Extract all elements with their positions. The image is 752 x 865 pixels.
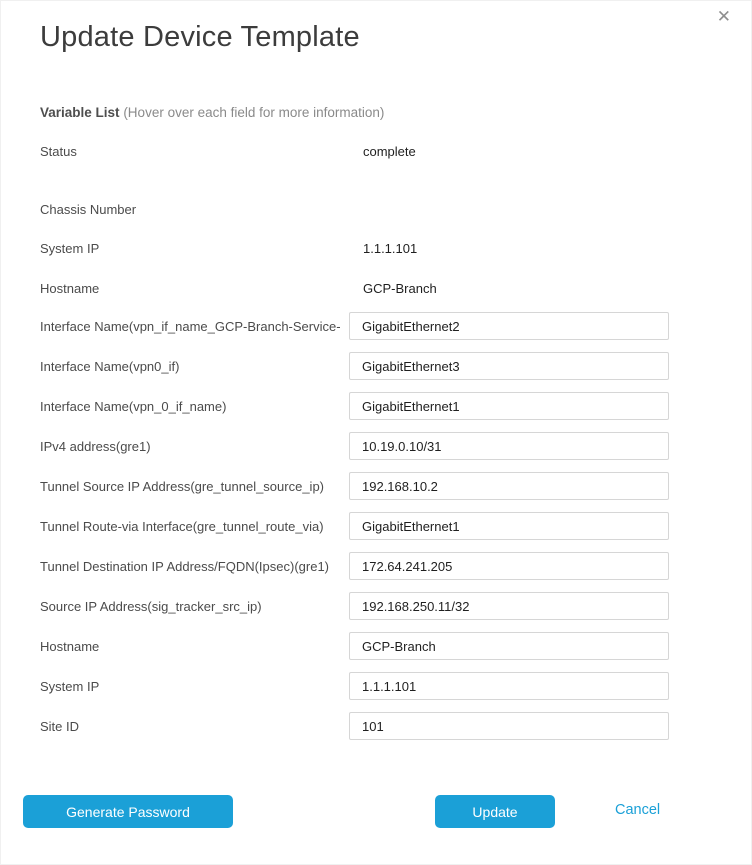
tunnel-destination-ip-input[interactable]	[349, 552, 669, 580]
row-status	[40, 142, 751, 160]
update-button[interactable]: Update	[435, 795, 555, 828]
field-label: Hostname	[40, 280, 100, 296]
input-rows	[1, 312, 751, 740]
row-tunnel-source-ip	[40, 472, 751, 500]
system-ip-input[interactable]	[349, 672, 669, 700]
variable-list-title: Variable List	[40, 105, 120, 120]
field-label: System IP	[40, 678, 100, 694]
variable-list-header	[40, 105, 751, 120]
row-tunnel-destination-ip	[40, 552, 751, 580]
field-label: Hostname	[40, 638, 100, 654]
row-tunnel-route-via	[40, 512, 751, 540]
field-label: Tunnel Destination IP Address/FQDN(Ipsec)(gre1)	[40, 558, 330, 574]
variable-list-hint: (Hover over each field for more information)	[123, 105, 385, 120]
field-label: Tunnel Source IP Address(gre_tunnel_source_ip)	[40, 478, 325, 494]
row-system-ip-input	[40, 672, 751, 700]
hostname-input[interactable]	[349, 632, 669, 660]
ipv4-address-gre1-input[interactable]	[349, 432, 669, 460]
field-value: complete	[363, 143, 416, 159]
field-value: GCP-Branch	[363, 280, 437, 296]
row-interface-name-service	[40, 312, 751, 340]
field-label: IPv4 address(gre1)	[40, 438, 151, 454]
field-value: 1.1.1.101	[363, 240, 418, 256]
row-system-ip	[40, 239, 751, 257]
generate-password-button[interactable]: Generate Password	[23, 795, 233, 828]
tunnel-source-ip-input[interactable]	[349, 472, 669, 500]
interface-name-vpn0-if-input[interactable]	[349, 352, 669, 380]
row-interface-name-vpn0-if	[40, 352, 751, 380]
interface-name-vpn-0-if-name-input[interactable]	[349, 392, 669, 420]
tunnel-route-via-input[interactable]	[349, 512, 669, 540]
field-label: Status	[40, 143, 77, 159]
row-hostname-input	[40, 632, 751, 660]
cancel-button[interactable]: Cancel	[615, 802, 661, 818]
source-ip-address-input[interactable]	[349, 592, 669, 620]
dialog-footer	[1, 795, 751, 829]
row-chassis-number	[40, 200, 751, 218]
field-label: Chassis Number	[40, 201, 137, 217]
row-ipv4-address-gre1	[40, 432, 751, 460]
field-label: Source IP Address(sig_tracker_src_ip)	[40, 598, 262, 614]
field-label: Interface Name(vpn_0_if_name)	[40, 398, 227, 414]
row-interface-name-vpn-0-if-name	[40, 392, 751, 420]
row-site-id	[40, 712, 751, 740]
row-source-ip-address	[40, 592, 751, 620]
field-label: Tunnel Route-via Interface(gre_tunnel_route_via)	[40, 518, 324, 534]
row-hostname	[40, 279, 751, 297]
page-title: Update Device Template	[40, 21, 360, 53]
static-rows	[1, 142, 751, 297]
field-label: Interface Name(vpn_if_name_GCP-Branch-Service-	[40, 318, 341, 334]
site-id-input[interactable]	[349, 712, 669, 740]
close-icon[interactable]: ✕	[713, 5, 735, 29]
field-label: System IP	[40, 240, 100, 256]
interface-name-service-input[interactable]	[349, 312, 669, 340]
field-label: Site ID	[40, 718, 80, 734]
field-label: Interface Name(vpn0_if)	[40, 358, 180, 374]
